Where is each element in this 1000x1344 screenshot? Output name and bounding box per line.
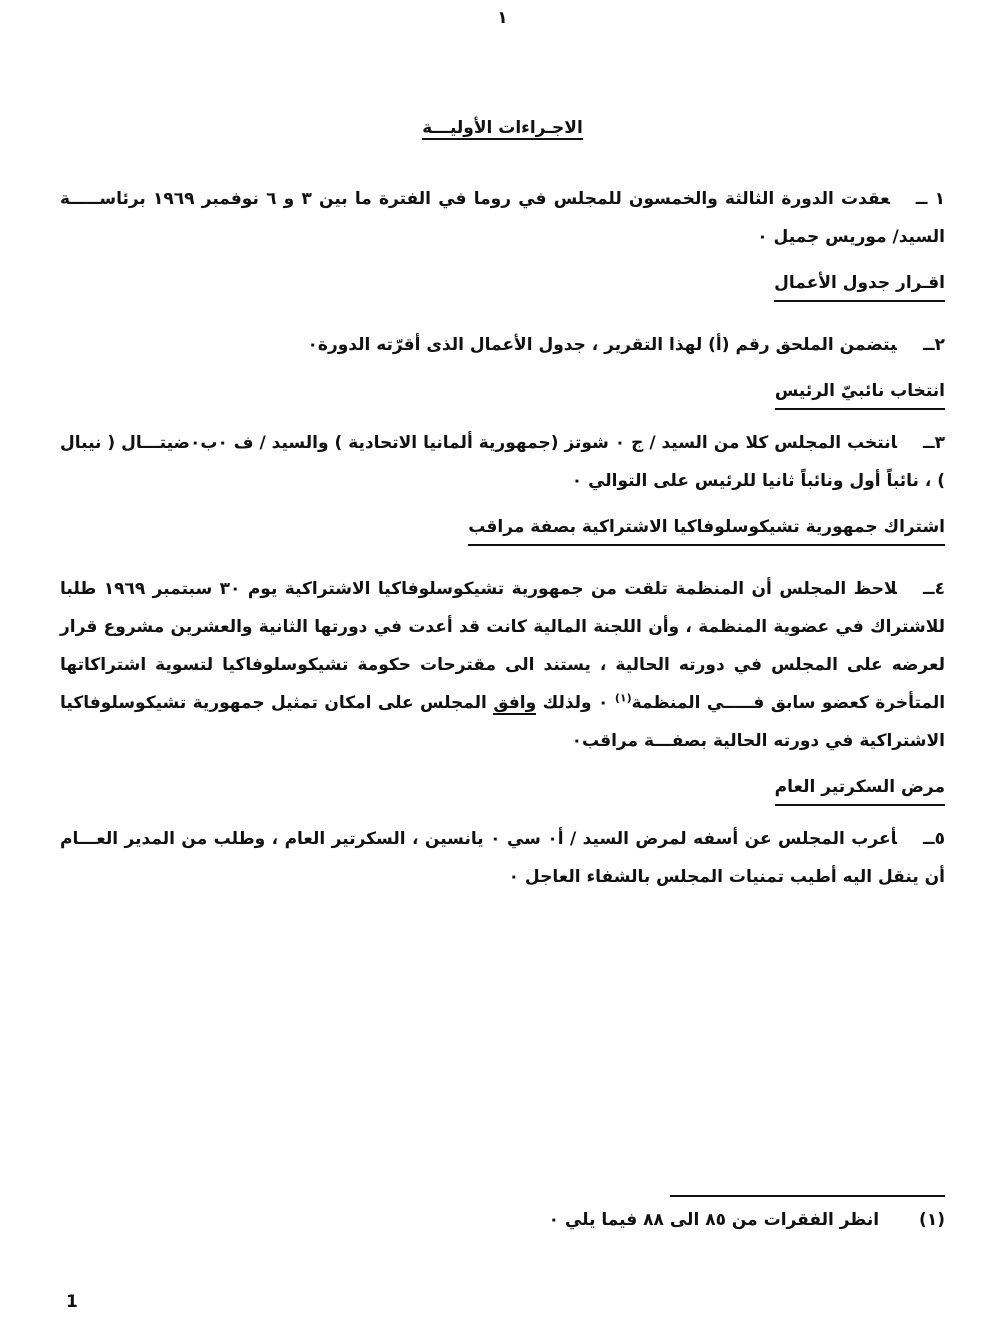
page-number-bottom: 1 (66, 1292, 78, 1312)
paragraph-number: ١ ــ (915, 189, 946, 209)
footnote (549, 1208, 945, 1232)
section-heading-vice-chairmen-wrap (60, 378, 945, 410)
paragraph-4 (60, 570, 945, 760)
footnote-text: انظر الفقرات من ٨٥ الى ٨٨ فيما يلي ٠ (548, 1210, 880, 1230)
paragraph-1-line-2: السيد/ موريس جميل ٠ (757, 227, 945, 247)
document-body (60, 0, 945, 896)
footnote-divider (670, 1195, 945, 1197)
page-title-text: الاجـراءات الأوليـــة (422, 118, 583, 138)
footnote-reference: (١) (614, 691, 632, 705)
paragraph-5-line-2: أن ينقل اليه أطيب تمنيات المجلس بالشفاء العاجل ٠ (508, 867, 945, 887)
line-text: المجلس على امكان تمثيل جمهورية تشيكوسلوفاكيا الاشتراكية في دورته الحالية بصفـــة (60, 693, 945, 751)
paragraph-number: ٥ــ (922, 829, 945, 849)
paragraph-1 (60, 180, 945, 256)
paragraph-4-line-2: في عضوية المنظمة ، وأن اللجنة المالية كانت قد أعدت في دورتها الثانية والعشرين مشروع قرار لعرضه على المجلس (60, 617, 945, 675)
paragraph-1-line-1: عقدت الدورة الثالثة والخمسون للمجلس في روما في الفترة ما بين ٣ و ٦ نوفمبر ١٩٦٩ برئاســـــة (60, 189, 890, 209)
footnote-number: (١) (919, 1210, 945, 1230)
section-heading-czechoslovakia: اشتراك جمهورية تشيكوسلوفاكيا الاشتراكية بصفة مراقب (468, 514, 945, 546)
page-number-top: ١ (497, 8, 508, 28)
paragraph-3-line-1: انتخب المجلس كلا من السيد / ج ٠ شوتز (جمهورية ألمانيا الاتحادية ) والسيد / ف ٠ب٠ضيتـــال (121, 433, 897, 453)
paragraph-number: ٤ــ (922, 579, 945, 599)
section-heading-secretary-illness: مرض السكرتير العام (775, 774, 945, 806)
section-heading-czechoslovakia-wrap (60, 514, 945, 546)
line-text: ٠ ولذلك (542, 693, 609, 713)
paragraph-4-line-3: في دورته الحالية ، يستند الى مقترحات حكومة تشيكوسلوفاكيا لتسوية اشتراكاتها المتأخرة كعضو سابق فـــــي (60, 655, 946, 713)
section-heading-agenda-wrap (60, 270, 945, 302)
paragraph-4-line-4: المنظمة (631, 693, 701, 713)
section-heading-vice-chairmen: انتخاب نائبيّ الرئيس (775, 378, 945, 410)
paragraph-number: ٢ــ (922, 335, 945, 355)
paragraph-5 (60, 820, 945, 896)
paragraph-2-line-1: يتضمن الملحق رقم (أ) لهذا التقرير ، جدول الأعمال الذى أقرّته الدورة٠ (307, 335, 897, 355)
section-heading-agenda: اقـرار جدول الأعمال (774, 270, 945, 302)
page-title (60, 116, 945, 140)
paragraph-4-line-1: لاحظ المجلس أن المنظمة تلقت من جمهورية تشيكوسلوفاكيا الاشتراكية يوم ٣٠ سبتمبر ١٩٦٩ طلبا للاشتراك (60, 579, 945, 637)
paragraph-3-line-2: ( نيبال ) ، نائباً أول ونائباً ثانيا للرئيس على التوالي ٠ (60, 433, 945, 491)
paragraph-5-line-1: أعرب المجلس عن أسفه لمرض السيد / أ٠ سي ٠ يانسين ، السكرتير العام ، وطلب من المدير العـــام (60, 829, 897, 849)
paragraph-number: ٣ــ (923, 433, 946, 453)
underlined-word: وافق (493, 693, 537, 713)
paragraph-2 (60, 326, 945, 364)
section-heading-secretary-illness-wrap (60, 774, 945, 806)
paragraph-3 (60, 424, 945, 500)
paragraph-4-line-5: مراقب٠ (571, 731, 639, 751)
